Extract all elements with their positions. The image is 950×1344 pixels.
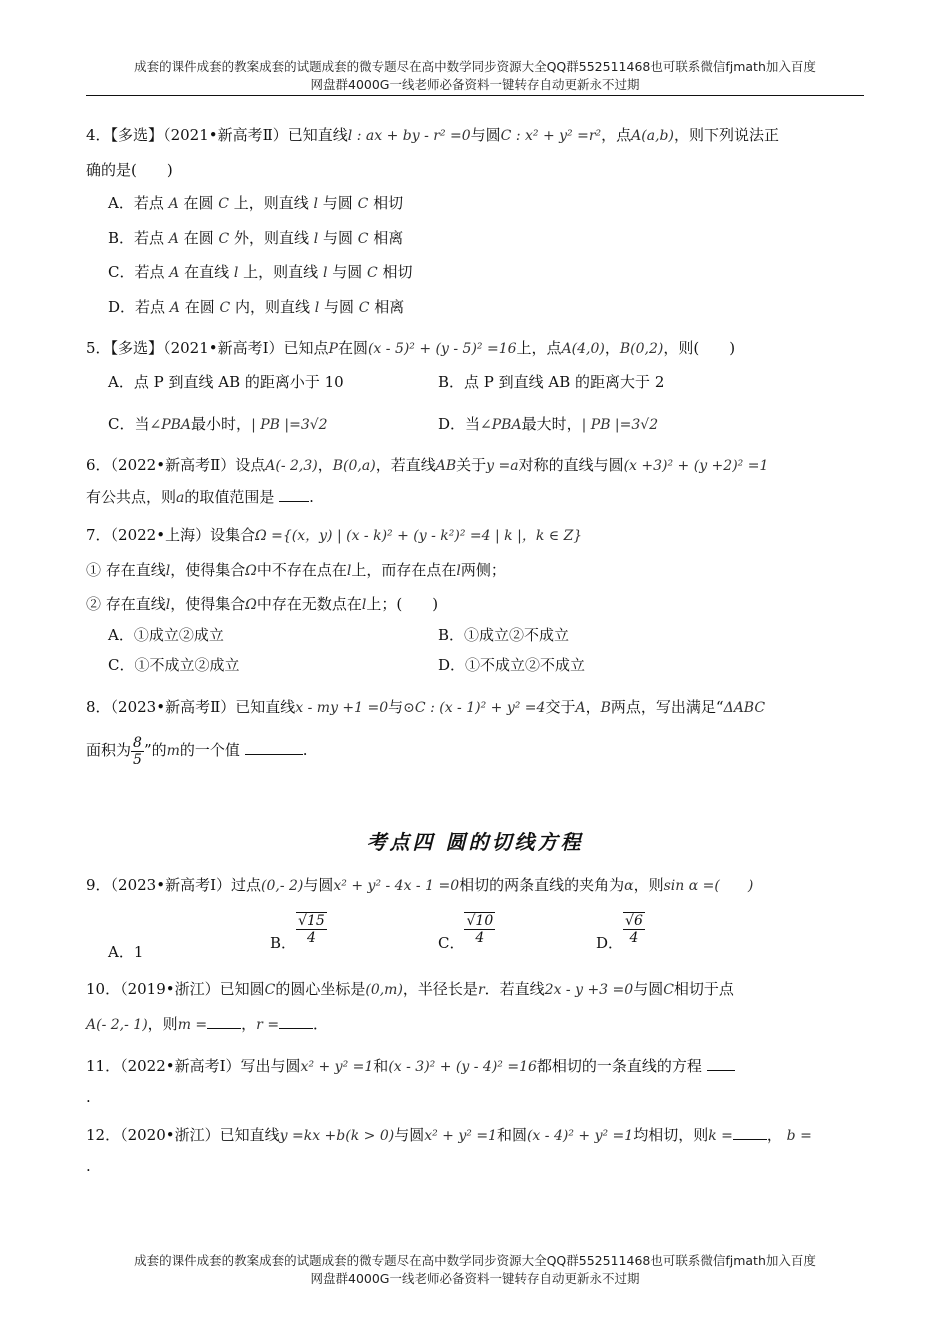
- q4-option-b: B．若点 A 在圆 C 外，则直线 l 与圆 C 相离: [108, 229, 404, 247]
- q4-stem: 4．【多选】（2021•新高考Ⅱ）已知直线l : ax + by - r² =0与圆C : x² + y² =r²，点A(a,b)，则下列说法正: [86, 126, 779, 144]
- footer-line-2: 网盘群4000G一线老师必备资料一键转存自动更新永不过期: [310, 1271, 640, 1286]
- q6-stem-cont: 有公共点，则a的取值范围是 .: [86, 488, 314, 506]
- header-line-2: 网盘群4000G一线老师必备资料一键转存自动更新永不过期: [310, 77, 640, 92]
- q5-circle-eq: (x - 5)² + (y - 5)² =16: [367, 341, 517, 357]
- q7-statement-1: ① 存在直线l，使得集合Ω中不存在点在l上，而存在点在l两侧；: [86, 561, 506, 579]
- q8-stem-cont: 面积为 $\frac{8}{5}$ ”的m的一个值 .: [86, 734, 308, 768]
- q4-stem-cont: 确的是( ): [86, 161, 173, 179]
- q8-answer-blank[interactable]: [245, 740, 303, 755]
- q7-statement-2: ② 存在直线l，使得集合Ω中存在无数点在l上；( ): [86, 595, 439, 613]
- q6-answer-blank[interactable]: [279, 487, 309, 502]
- q10-stem: 10．（2019•浙江）已知圆C的圆心坐标是(0,m)，半径长是r．若直线2x - y +3 =0与圆C相切于点: [86, 980, 734, 998]
- q9-option-c: C． $\frac{√10}{4}$: [438, 913, 494, 952]
- q4-circle-eq: C : x² + y² =r²: [500, 128, 602, 144]
- q7-option-d: D．①不成立②不成立: [438, 656, 586, 674]
- q12-stem: 12．（2020•浙江）已知直线y =kx +b(k > 0)与圆x² + y² =1和圆(x - 4)² + y² =1均相切，则k = ， b =: [86, 1126, 812, 1144]
- q5-option-c: C．当∠PBA最小时，| PB |=3√2: [108, 415, 328, 433]
- q7-option-c: C．①不成立②成立: [108, 656, 240, 674]
- q6-stem: 6．（2022•新高考Ⅱ）设点A(- 2,3)，B(0,a)，若直线AB关于y =a对称的直线与圆(x +3)² + (y +2)² =1: [86, 456, 769, 474]
- q10-r-blank[interactable]: [279, 1014, 313, 1029]
- q8-stem: 8．（2023•新高考Ⅱ）已知直线x - my +1 =0与⊙C : (x - 1)² + y² =4交于A，B两点，写出满足“ΔABC: [86, 698, 766, 716]
- q5-option-d: D．当∠PBA最大时，| PB |=3√2: [438, 415, 659, 433]
- q11-end: .: [86, 1088, 91, 1106]
- q5-option-b: B．点 P 到直线 AB 的距离大于 2: [438, 373, 665, 391]
- q11-answer-blank[interactable]: [707, 1056, 735, 1071]
- q7-set-def: Ω ={(x，y) | (x - k)² + (y - k²)² =4 | k |，k ∈ Z}: [255, 528, 583, 544]
- footer-line-1: 成套的课件成套的教案成套的试题成套的微专题尽在高中数学同步资源大全QQ群552511468也可联系微信fjmath加入百度: [134, 1253, 816, 1268]
- q4-line-eq: l : ax + by - r² =0: [347, 128, 471, 144]
- q4-option-d: D．若点 A 在圆 C 内，则直线 l 与圆 C 相离: [108, 298, 405, 316]
- q12-end: .: [86, 1157, 91, 1175]
- q9-stem: 9．（2023•新高考Ⅰ）过点(0,- 2)与圆x² + y² - 4x - 1 =0相切的两条直线的夹角为α，则sin α =( ): [86, 876, 754, 894]
- section-title: 考点四 圆的切线方程: [366, 830, 584, 854]
- page-footer: [86, 1252, 864, 1288]
- q8-area-fraction: $\frac{8}{5}$: [133, 734, 142, 768]
- q4-option-a: A．若点 A 在圆 C 上，则直线 l 与圆 C 相切: [108, 194, 404, 212]
- q10-m-blank[interactable]: [207, 1014, 241, 1029]
- q6-circle-eq: (x +3)² + (y +2)² =1: [623, 458, 769, 474]
- q5-option-a: A．点 P 到直线 AB 的距离小于 10: [108, 373, 344, 391]
- q11-stem: 11．（2022•新高考Ⅰ）写出与圆x² + y² =1和(x - 3)² + (y - 4)² =16都相切的一条直线的方程: [86, 1055, 864, 1078]
- page-header: [86, 58, 864, 94]
- q9-option-d: D． $\frac{√6}{4}$: [596, 913, 643, 952]
- q5-stem: 5．【多选】（2021•新高考Ⅰ）已知点P在圆(x - 5)² + (y - 5)² =16上，点A(4,0)，B(0,2)，则( ): [86, 339, 736, 357]
- q4-option-c: C．若点 A 在直线 l 上，则直线 l 与圆 C 相切: [108, 263, 413, 281]
- q7-option-b: B．①成立②不成立: [438, 626, 570, 644]
- q8-circle-eq: ⊙C : (x - 1)² + y² =4: [403, 700, 546, 716]
- header-rule: [86, 95, 864, 96]
- q9-option-a: A．1: [108, 943, 144, 961]
- q9-circle-eq: x² + y² - 4x - 1 =0: [333, 878, 460, 894]
- q7-option-a: A．①成立②成立: [108, 626, 224, 644]
- q10-stem-cont: A(- 2,- 1)，则m = ，r = ．: [86, 1015, 329, 1033]
- q7-stem: 7．（2022•上海）设集合Ω ={(x，y) | (x - k)² + (y - k²)² =4 | k |，k ∈ Z}: [86, 526, 583, 544]
- q9-option-b: B． $\frac{√15}{4}$: [270, 913, 325, 952]
- q12-k-blank[interactable]: [733, 1125, 767, 1140]
- header-line-1: 成套的课件成套的教案成套的试题成套的微专题尽在高中数学同步资源大全QQ群552511468也可联系微信fjmath加入百度: [134, 59, 816, 74]
